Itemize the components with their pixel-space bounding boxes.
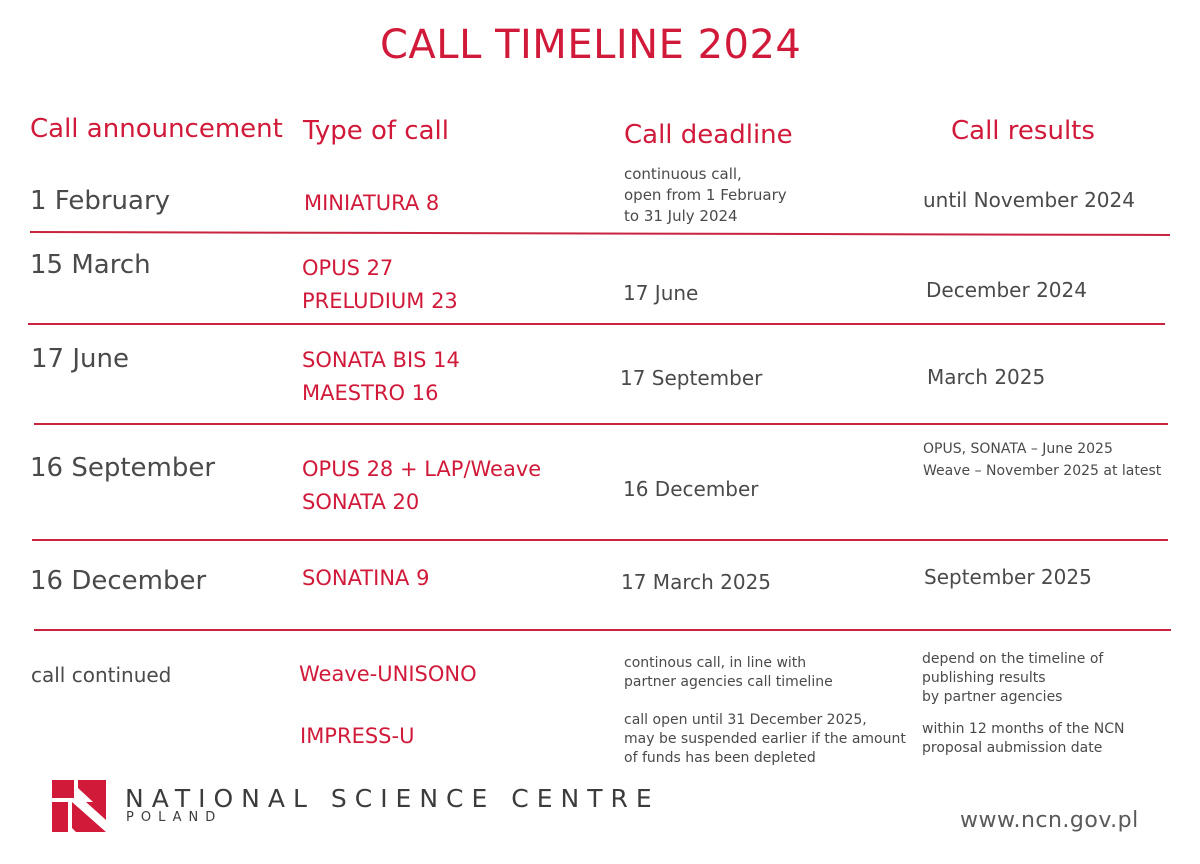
result-line: within 12 months of the NCN <box>922 721 1125 737</box>
row4-calls <box>302 453 541 519</box>
row2-announcement: 15 March <box>30 250 151 280</box>
org-country: POLAND <box>126 810 223 825</box>
row5-results: September 2025 <box>924 565 1092 589</box>
row2-results: December 2024 <box>926 278 1087 302</box>
row1-deadline-line: open from 1 February <box>624 186 787 204</box>
row1-announcement: 1 February <box>30 186 171 216</box>
ncn-logo-icon <box>52 780 106 832</box>
row1-deadline-line: to 31 July 2024 <box>624 207 738 225</box>
row-divider <box>34 629 1171 631</box>
row-divider <box>28 323 1165 325</box>
row2-deadline: 17 June <box>623 281 699 305</box>
row4-results <box>923 440 1161 481</box>
row6-deadline-impress <box>624 711 906 768</box>
result-line: proposal aubmission date <box>922 740 1103 756</box>
deadline-line: of funds has been depleted <box>624 750 816 766</box>
row6-results-weave <box>922 650 1103 707</box>
row6-deadline-weave <box>624 654 833 692</box>
row6-results-impress <box>922 720 1124 758</box>
row2-calls <box>302 252 458 318</box>
result-line: OPUS, SONATA – June 2025 <box>923 441 1113 457</box>
result-line: by partner agencies <box>922 689 1063 705</box>
row6-call-weave: Weave-UNISONO <box>299 662 477 686</box>
call-name: OPUS 27 <box>302 256 394 280</box>
result-line: depend on the timeline of <box>922 651 1104 667</box>
row-divider <box>30 231 1170 236</box>
call-name: SONATA BIS 14 <box>302 348 460 372</box>
row3-deadline: 17 September <box>620 366 763 390</box>
row3-announcement: 17 June <box>31 344 129 374</box>
header-type: Type of call <box>303 116 449 146</box>
call-name: SONATA 20 <box>302 490 420 514</box>
row6-announcement: call continued <box>31 663 172 687</box>
row3-calls <box>302 344 460 410</box>
row1-call: MINIATURA 8 <box>304 191 440 215</box>
header-announcement: Call announcement <box>30 114 283 144</box>
deadline-line: partner agencies call timeline <box>624 674 833 690</box>
deadline-line: continous call, in line with <box>624 655 807 671</box>
row1-deadline-line: continuous call, <box>624 165 742 183</box>
deadline-line: may be suspended earlier if the amount <box>624 731 906 747</box>
row3-results: March 2025 <box>927 365 1046 389</box>
deadline-line: call open until 31 December 2025, <box>624 712 867 728</box>
row4-announcement: 16 September <box>30 453 216 483</box>
row1-deadline <box>624 164 787 226</box>
page-title: CALL TIMELINE 2024 <box>380 22 802 68</box>
row5-announcement: 16 December <box>30 566 207 596</box>
row5-deadline: 17 March 2025 <box>621 570 772 594</box>
call-name: OPUS 28 + LAP/Weave <box>302 457 542 481</box>
header-results: Call results <box>951 116 1095 146</box>
row-divider <box>34 423 1168 425</box>
row4-deadline: 16 December <box>623 477 759 501</box>
row-divider <box>32 539 1168 541</box>
row6-call-impress: IMPRESS-U <box>300 724 415 748</box>
result-line: Weave – November 2025 at latest <box>923 463 1162 479</box>
call-name: MAESTRO 16 <box>302 381 439 405</box>
website-link[interactable]: www.ncn.gov.pl <box>960 808 1139 833</box>
row5-call: SONATINA 9 <box>302 566 430 590</box>
ncn-logo-mark-icon <box>52 780 106 832</box>
row1-results: until November 2024 <box>923 188 1135 212</box>
call-name: PRELUDIUM 23 <box>302 289 458 313</box>
result-line: publishing results <box>922 670 1046 686</box>
org-name: NATIONAL SCIENCE CENTRE <box>125 784 660 813</box>
header-deadline: Call deadline <box>624 120 793 150</box>
